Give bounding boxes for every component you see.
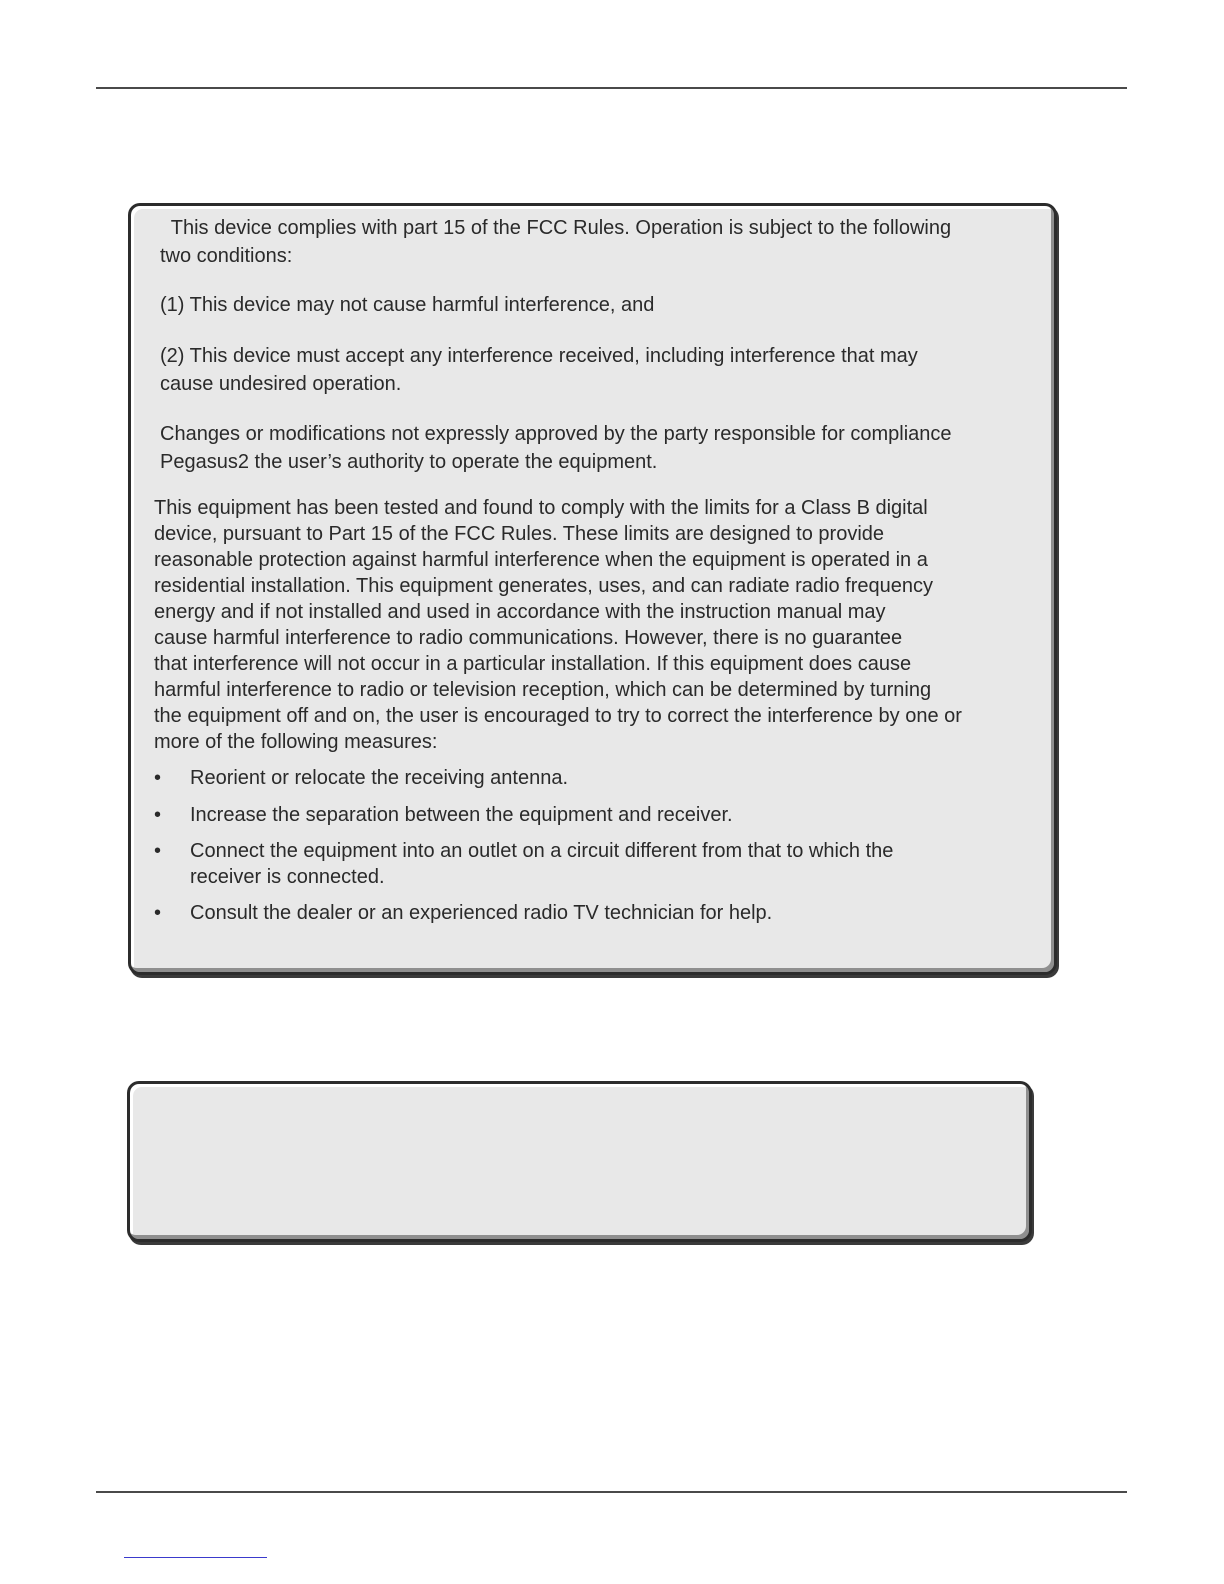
bullet-icon: •: [154, 767, 162, 789]
bullet-icon: •: [154, 902, 162, 924]
measure-line: Reorient or relocate the receiving antenna.: [190, 767, 569, 789]
condition-2-line: cause undesired operation.: [160, 373, 402, 395]
bullet-icon: •: [154, 804, 162, 826]
measure-line: Consult the dealer or an experienced radio TV technician for help.: [190, 902, 773, 924]
class-b-line: reasonable protection against harmful interference when the equipment is operated in a: [154, 549, 928, 571]
class-b-line: residential installation. This equipment generates, uses, and can radiate radio frequency: [154, 575, 933, 597]
compliance-line: two conditions:: [160, 245, 293, 267]
measure-text: [190, 802, 733, 828]
class-b-line: energy and if not installed and used in accordance with the instruction manual may: [154, 601, 886, 623]
class-b-line: the equipment off and on, the user is encouraged to try to correct the interference by one or: [154, 705, 962, 727]
bullet-icon: •: [154, 840, 162, 862]
condition-2-line: (2) This device must accept any interference received, including interference that may: [160, 345, 918, 367]
class-b-line: cause harmful interference to radio communications. However, there is no guarantee: [154, 627, 903, 649]
measure-text: [190, 900, 772, 926]
compliance-statement: [160, 214, 951, 270]
class-b-line: more of the following measures:: [154, 731, 438, 753]
class-b-line: that interference will not occur in a particular installation. If this equipment does cause: [154, 653, 912, 675]
header-rule: [96, 87, 1127, 89]
class-b-line: harmful interference to radio or television reception, which can be determined by turning: [154, 679, 932, 701]
empty-notice-panel: [127, 1081, 1032, 1242]
condition-1: (1) This device may not cause harmful interference, and: [160, 294, 655, 316]
class-b-line: device, pursuant to Part 15 of the FCC Rules. These limits are designed to provide: [154, 523, 885, 545]
measure-line: Increase the separation between the equipment and receiver.: [190, 804, 733, 826]
measure-line: Connect the equipment into an outlet on a circuit different from that to which the: [190, 840, 894, 862]
measure-text: [190, 838, 893, 890]
changes-warning: [160, 420, 952, 476]
compliance-line: This device complies with part 15 of the FCC Rules. Operation is subject to the following: [160, 217, 952, 239]
footer-rule: [96, 1491, 1127, 1493]
class-b-statement: [154, 495, 962, 755]
measure-text: [190, 765, 568, 791]
changes-line: Changes or modifications not expressly approved by the party responsible for compliance: [160, 423, 952, 445]
changes-line: Pegasus2 the user’s authority to operate the equipment.: [160, 451, 658, 473]
footer-link-underline[interactable]: [124, 1557, 267, 1558]
measure-line: receiver is connected.: [190, 866, 385, 888]
condition-2: [160, 342, 918, 398]
class-b-line: This equipment has been tested and found to comply with the limits for a Class B digital: [154, 497, 928, 519]
